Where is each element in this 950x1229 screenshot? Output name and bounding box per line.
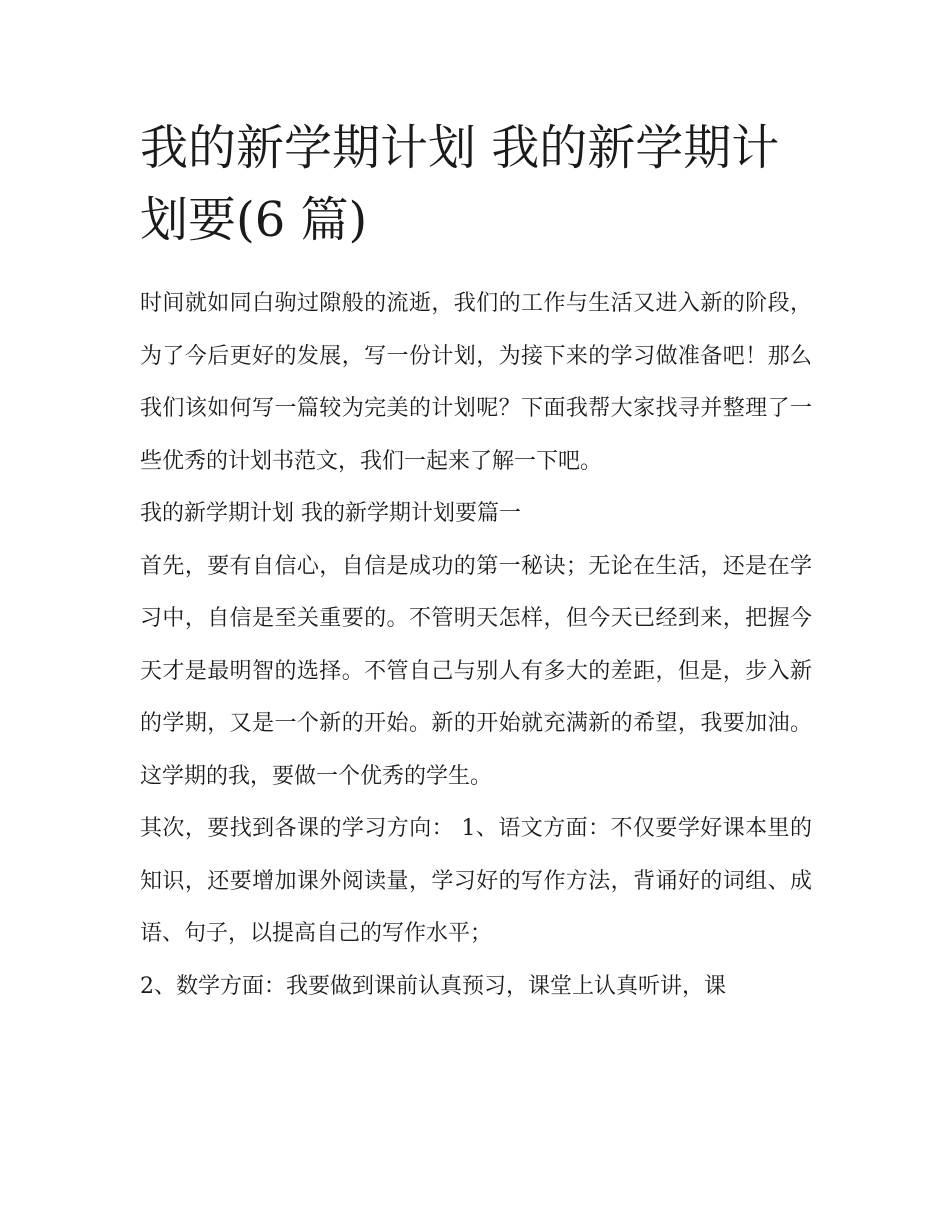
section-heading: 我的新学期计划 我的新学期计划要篇一 — [140, 501, 521, 526]
body-paragraph-3: 2、数学方面：我要做到课前认真预习，课堂上认真听讲，课 — [140, 973, 726, 999]
body-paragraph-2: 其次，要找到各课的学习方向： 1、语文方面：不仅要学好课本里的知识，还要增加课外阅读量，学习好的写作方法，背诵好的词组、成语、句子，以提高自己的写作水平； — [140, 816, 812, 946]
body-paragraph-1: 首先，要有自信心，自信是成功的第一秘诀；无论在生活，还是在学习中，自信是至关重要的。不管明天怎样，但今天已经到来，把握今天才是最明智的选择。不管自己与别人有多大的差距，但是，步入新的学期，又是一个新的开始。新的开始就充满新的希望，我要加油。这学期的我，要做一个优秀的学生。 — [140, 553, 812, 789]
intro-paragraph: 时间就如同白驹过隙般的流逝，我们的工作与生活又进入新的阶段，为了今后更好的发展，写一份计划，为接下来的学习做准备吧！那么我们该如何写一篇较为完美的计划呢？下面我帮大家找寻并整理了一些优秀的计划书范文，我们一起来了解一下吧。 — [140, 291, 812, 474]
document-page — [140, 112, 812, 1013]
document-title: 我的新学期计划 我的新学期计划要(6 篇) — [140, 120, 780, 248]
